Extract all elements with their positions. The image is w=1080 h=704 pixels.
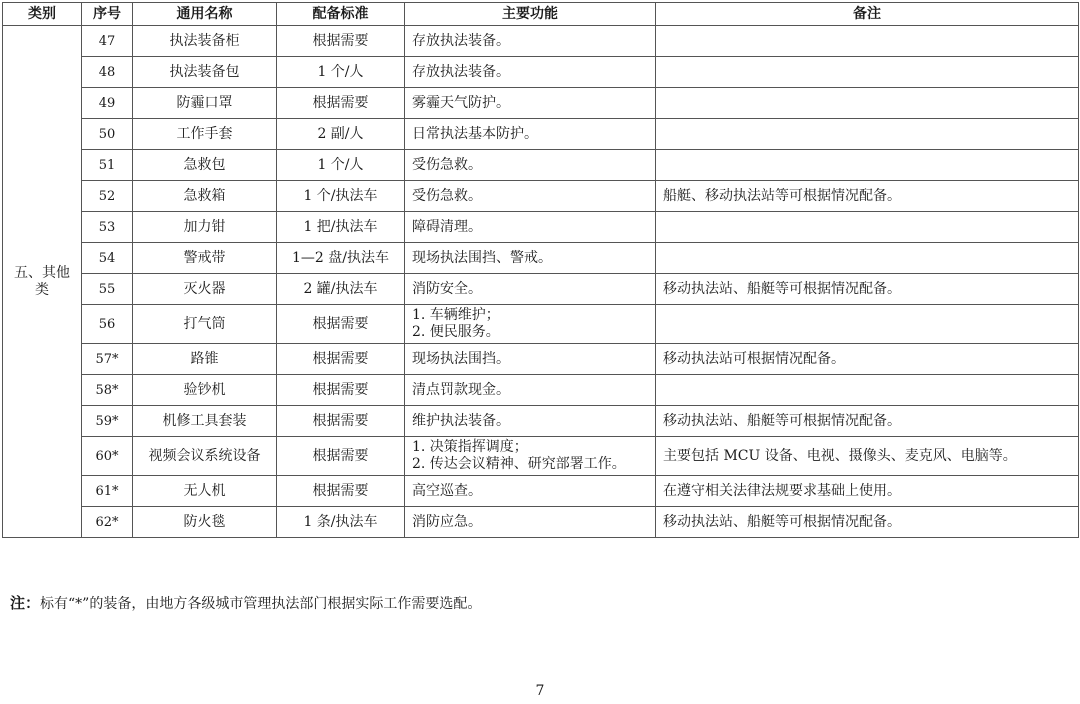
cell-number: 61* <box>82 476 133 507</box>
cell-name: 视频会议系统设备 <box>133 437 277 476</box>
cell-name: 机修工具套装 <box>133 406 277 437</box>
table-row <box>3 375 1079 406</box>
footnote-label: 注： <box>10 594 41 612</box>
table-row <box>3 212 1079 243</box>
table-row <box>3 437 1079 476</box>
cell-remark <box>656 212 1079 243</box>
cell-function <box>405 57 656 88</box>
footnote <box>10 592 481 613</box>
table-row <box>3 305 1079 344</box>
page-number: 7 <box>535 683 545 699</box>
cell-standard: 2 副/人 <box>277 119 405 150</box>
table-header-row <box>3 3 1079 26</box>
cell-remark <box>656 375 1079 406</box>
cell-name: 执法装备柜 <box>133 26 277 57</box>
function-line: 受伤急救。 <box>412 187 482 204</box>
cell-name: 急救箱 <box>133 181 277 212</box>
cell-name: 验钞机 <box>133 375 277 406</box>
cell-number: 62* <box>82 507 133 538</box>
cell-number: 50 <box>82 119 133 150</box>
function-line: 清点罚款现金。 <box>412 381 510 398</box>
function-line: 受伤急救。 <box>412 156 482 173</box>
table-row <box>3 406 1079 437</box>
cell-function <box>405 150 656 181</box>
footnote-text: 标有“*”的装备，由地方各级城市管理执法部门根据实际工作需要选配。 <box>40 596 482 612</box>
cell-function <box>405 305 656 344</box>
table-row <box>3 57 1079 88</box>
cell-function <box>405 274 656 305</box>
cell-name: 无人机 <box>133 476 277 507</box>
cell-number: 60* <box>82 437 133 476</box>
cell-number: 52 <box>82 181 133 212</box>
cell-number: 54 <box>82 243 133 274</box>
cell-function <box>405 243 656 274</box>
cell-function <box>405 181 656 212</box>
cell-remark: 移动执法站、船艇等可根据情况配备。 <box>656 406 1079 437</box>
cell-number: 53 <box>82 212 133 243</box>
cell-name: 加力钳 <box>133 212 277 243</box>
function-line: 现场执法围挡。 <box>412 350 510 367</box>
cell-standard: 1 把/执法车 <box>277 212 405 243</box>
table-row <box>3 88 1079 119</box>
function-line: 2. 便民服务。 <box>412 324 500 340</box>
table-row <box>3 119 1079 150</box>
function-line: 1. 决策指挥调度； <box>412 439 528 455</box>
cell-function <box>405 437 656 476</box>
cell-remark <box>656 150 1079 181</box>
cell-standard: 根据需要 <box>277 437 405 476</box>
table-row <box>3 274 1079 305</box>
cell-function <box>405 406 656 437</box>
table-row <box>3 181 1079 212</box>
cell-name: 警戒带 <box>133 243 277 274</box>
category-cell: 五、其他类 <box>3 26 82 538</box>
cell-remark <box>656 26 1079 57</box>
cell-number: 49 <box>82 88 133 119</box>
cell-number: 58* <box>82 375 133 406</box>
cell-number: 57* <box>82 344 133 375</box>
cell-standard: 2 罐/执法车 <box>277 274 405 305</box>
header-category: 类别 <box>3 3 82 26</box>
cell-name: 执法装备包 <box>133 57 277 88</box>
cell-remark <box>656 88 1079 119</box>
cell-number: 48 <box>82 57 133 88</box>
function-line: 1. 车辆维护； <box>412 307 500 323</box>
header-remark: 备注 <box>656 3 1079 26</box>
cell-standard: 1—2 盘/执法车 <box>277 243 405 274</box>
cell-name: 急救包 <box>133 150 277 181</box>
function-line: 消防安全。 <box>412 280 482 297</box>
cell-remark: 在遵守相关法律法规要求基础上使用。 <box>656 476 1079 507</box>
function-line: 日常执法基本防护。 <box>412 125 538 142</box>
cell-number: 55 <box>82 274 133 305</box>
cell-standard: 1 个/执法车 <box>277 181 405 212</box>
equipment-table <box>2 2 1079 538</box>
cell-number: 51 <box>82 150 133 181</box>
cell-name: 防火毯 <box>133 507 277 538</box>
function-line: 高空巡查。 <box>412 482 482 499</box>
cell-standard: 根据需要 <box>277 26 405 57</box>
cell-standard: 根据需要 <box>277 476 405 507</box>
cell-remark: 移动执法站、船艇等可根据情况配备。 <box>656 507 1079 538</box>
table-row <box>3 26 1079 57</box>
cell-function <box>405 375 656 406</box>
function-line: 存放执法装备。 <box>412 32 510 49</box>
cell-remark: 主要包括 MCU 设备、电视、摄像头、麦克风、电脑等。 <box>656 437 1079 476</box>
cell-name: 灭火器 <box>133 274 277 305</box>
cell-number: 56 <box>82 305 133 344</box>
cell-function <box>405 212 656 243</box>
cell-standard: 根据需要 <box>277 344 405 375</box>
table-row <box>3 344 1079 375</box>
table-row <box>3 507 1079 538</box>
cell-remark <box>656 243 1079 274</box>
cell-remark <box>656 57 1079 88</box>
cell-function <box>405 26 656 57</box>
cell-name: 路锥 <box>133 344 277 375</box>
function-line: 雾霾天气防护。 <box>412 94 510 111</box>
cell-number: 59* <box>82 406 133 437</box>
table-row <box>3 243 1079 274</box>
cell-standard: 根据需要 <box>277 88 405 119</box>
function-line: 障碍清理。 <box>412 218 482 235</box>
table-row <box>3 150 1079 181</box>
cell-standard: 1 个/人 <box>277 57 405 88</box>
cell-function <box>405 119 656 150</box>
cell-name: 防霾口罩 <box>133 88 277 119</box>
cell-function <box>405 476 656 507</box>
cell-remark: 移动执法站、船艇等可根据情况配备。 <box>656 274 1079 305</box>
cell-standard: 根据需要 <box>277 305 405 344</box>
table-row <box>3 476 1079 507</box>
cell-standard: 1 个/人 <box>277 150 405 181</box>
function-line: 维护执法装备。 <box>412 412 510 429</box>
cell-number: 47 <box>82 26 133 57</box>
function-line: 存放执法装备。 <box>412 63 510 80</box>
cell-name: 工作手套 <box>133 119 277 150</box>
cell-remark <box>656 305 1079 344</box>
cell-function <box>405 88 656 119</box>
cell-standard: 根据需要 <box>277 406 405 437</box>
header-function: 主要功能 <box>405 3 656 26</box>
cell-remark: 船艇、移动执法站等可根据情况配备。 <box>656 181 1079 212</box>
cell-remark: 移动执法站可根据情况配备。 <box>656 344 1079 375</box>
cell-standard: 根据需要 <box>277 375 405 406</box>
function-line: 现场执法围挡、警戒。 <box>412 249 552 266</box>
cell-function <box>405 507 656 538</box>
header-number: 序号 <box>82 3 133 26</box>
cell-remark <box>656 119 1079 150</box>
function-line: 消防应急。 <box>412 513 482 530</box>
function-line: 2. 传达会议精神、研究部署工作。 <box>412 456 626 472</box>
header-name: 通用名称 <box>133 3 277 26</box>
header-standard: 配备标准 <box>277 3 405 26</box>
cell-function <box>405 344 656 375</box>
cell-name: 打气筒 <box>133 305 277 344</box>
cell-standard: 1 条/执法车 <box>277 507 405 538</box>
